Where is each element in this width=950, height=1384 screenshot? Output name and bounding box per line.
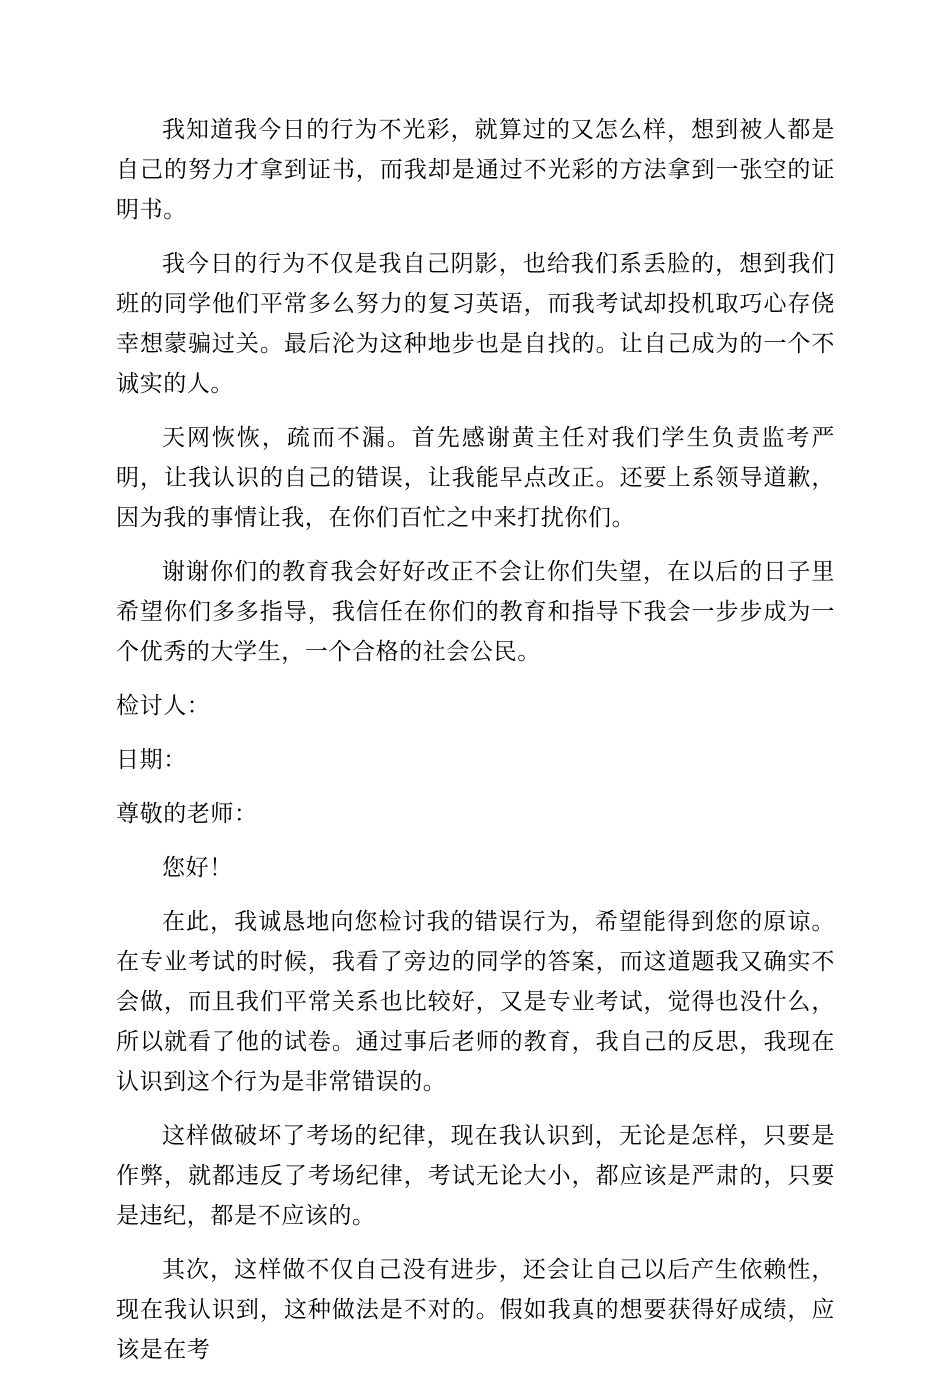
greeting: 您好！ [162,855,233,881]
document-page [116,110,835,1384]
date-label: 日期： [116,747,187,773]
salutation: 尊敬的老师： [116,801,258,827]
body-paragraph: 谢谢你们的教育我会好好改正不会让你们失望，在以后的日子里希望你们多多指导，我信任在你们的教育和指导下我会一步步成为一个优秀的大学生，一个合格的社会公民。 [116,559,835,665]
letter-paragraph: 在此，我诚恳地向您检讨我的错误行为，希望能得到您的原谅。在专业考试的时候，我看了旁边的同学的答案，而这道题我又确实不会做，而且我们平常关系也比较好，又是专业考试，觉得也没什么，所以就看了他的试卷。通过事后老师的教育，我自己的反思，我现在认识到这个行为是非常错误的。 [116,909,835,1095]
body-paragraph: 我今日的行为不仅是我自己阴影，也给我们系丢脸的，想到我们班的同学他们平常多么努力的复习英语，而我考试却投机取巧心存侥幸想蒙骗过关。最后沦为这种地步也是自找的。让自己成为的一个不诚实的人。 [116,251,835,397]
letter-paragraph: 这样做破坏了考场的纪律，现在我认识到，无论是怎样，只要是作弊，就都违反了考场纪律，考试无论大小，都应该是严肃的，只要是违纪，都是不应该的。 [116,1123,835,1229]
signer-label: 检讨人： [116,693,211,719]
letter-paragraph: 其次，这样做不仅自己没有进步，还会让自己以后产生依赖性，现在我认识到，这种做法是不对的。假如我真的想要获得好成绩，应该是在考 [116,1257,835,1363]
body-paragraph: 我知道我今日的行为不光彩，就算过的又怎么样，想到被人都是自己的努力才拿到证书，而我却是通过不光彩的方法拿到一张空的证明书。 [116,117,835,223]
body-paragraph: 天网恢恢，疏而不漏。首先感谢黄主任对我们学生负责监考严明，让我认识的自己的错误，让我能早点改正。还要上系领导道歉，因为我的事情让我，在你们百忙之中来打扰你们。 [116,425,835,531]
